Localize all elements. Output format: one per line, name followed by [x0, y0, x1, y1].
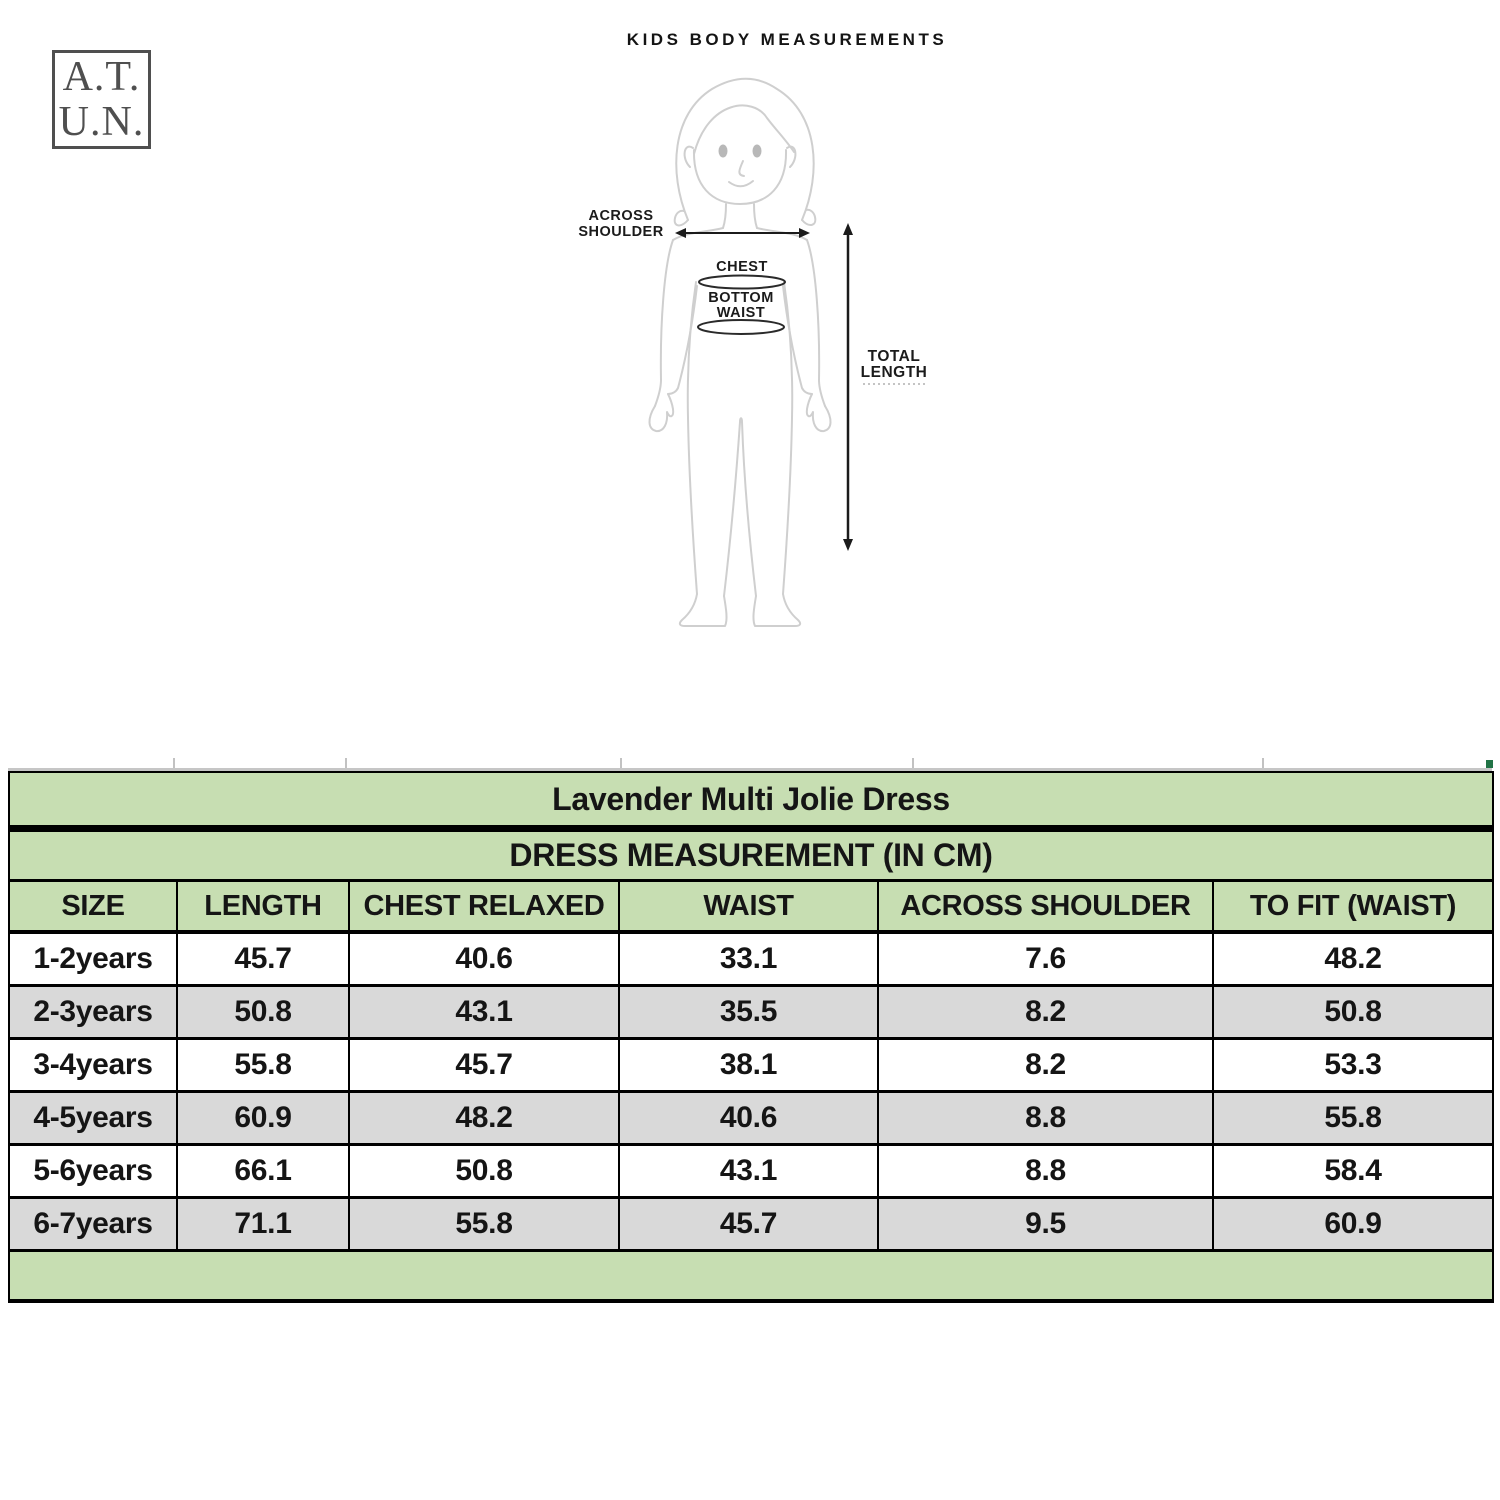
foot-left: [680, 594, 727, 626]
value-cell: 8.8: [878, 1092, 1213, 1145]
spreadsheet-edge-strip: [8, 756, 1492, 771]
value-cell: 33.1: [619, 932, 878, 986]
brand-logo: [52, 50, 151, 149]
across-shoulder-label-line1: ACROSS: [588, 208, 654, 224]
neck-left: [723, 204, 726, 228]
figure-outline: [649, 79, 830, 626]
grid-tick: [345, 758, 347, 768]
value-cell: 55.8: [1213, 1092, 1493, 1145]
total-length-label-line2: LENGTH: [860, 364, 928, 381]
value-cell: 45.7: [619, 1198, 878, 1251]
size-cell: 3-4years: [9, 1039, 177, 1092]
crotch: [740, 418, 742, 422]
eyes: [719, 145, 762, 158]
value-cell: 53.3: [1213, 1039, 1493, 1092]
nose: [739, 161, 744, 176]
bottom-waist-label-line1: BOTTOM: [708, 290, 774, 306]
value-cell: 58.4: [1213, 1145, 1493, 1198]
table-footer-row: [9, 1251, 1493, 1302]
table-subtitle-row: [9, 829, 1493, 881]
table-subtitle: DRESS MEASUREMENT (IN CM): [9, 829, 1493, 881]
value-cell: 35.5: [619, 986, 878, 1039]
value-cell: 7.6: [878, 932, 1213, 986]
value-cell: 43.1: [349, 986, 619, 1039]
face-outline: [694, 150, 786, 204]
total-length-arrow: [843, 223, 853, 551]
value-cell: 50.8: [349, 1145, 619, 1198]
across-shoulder-label-line2: SHOULDER: [578, 224, 664, 240]
size-cell: 4-5years: [9, 1092, 177, 1145]
eye-left: [719, 145, 728, 158]
mouth: [729, 181, 753, 186]
header-cell-size: SIZE: [9, 881, 177, 933]
arm-outer-right: [807, 240, 825, 406]
value-cell: 8.2: [878, 986, 1213, 1039]
arm-outer-left: [655, 240, 673, 406]
leg-inner-right: [742, 422, 756, 596]
header-cell-waist: WAIST: [619, 881, 878, 933]
across-shoulder-arrow: [675, 228, 810, 238]
table-row: [9, 986, 1493, 1039]
value-cell: 45.7: [177, 932, 349, 986]
grid-tick: [912, 758, 914, 768]
header-cell-across-shoulder: ACROSS SHOULDER: [878, 881, 1213, 933]
leg-outer-right: [783, 418, 792, 594]
value-cell: 50.8: [177, 986, 349, 1039]
size-cell: 6-7years: [9, 1198, 177, 1251]
header-cell-to-fit-waist: TO FIT (WAIST): [1213, 881, 1493, 933]
neck-right: [754, 204, 757, 228]
table-row: [9, 1198, 1493, 1251]
eye-right: [753, 145, 762, 158]
grid-tick: [1262, 758, 1264, 768]
ear-left: [685, 147, 693, 167]
value-cell: 48.2: [1213, 932, 1493, 986]
table-row: [9, 1092, 1493, 1145]
value-cell: 66.1: [177, 1145, 349, 1198]
spreadsheet-corner-mark: [1486, 760, 1493, 768]
value-cell: 50.8: [1213, 986, 1493, 1039]
table-row: [9, 1039, 1493, 1092]
value-cell: 40.6: [349, 932, 619, 986]
size-cell: 2-3years: [9, 986, 177, 1039]
waist-measure-ellipse: [698, 320, 784, 334]
leg-inner-left: [724, 422, 740, 596]
size-cell: 1-2years: [9, 932, 177, 986]
header-cell-length: LENGTH: [177, 881, 349, 933]
value-cell: 55.8: [177, 1039, 349, 1092]
grid-tick: [620, 758, 622, 768]
table-row: [9, 1145, 1493, 1198]
table-footer-spacer: [9, 1251, 1493, 1302]
measurement-annotations: [578, 208, 927, 551]
foot-right: [753, 594, 800, 626]
value-cell: 48.2: [349, 1092, 619, 1145]
header-cell-chest-relaxed: CHEST RELAXED: [349, 881, 619, 933]
table-title-row: [9, 772, 1493, 829]
value-cell: 40.6: [619, 1092, 878, 1145]
hand-left: [649, 394, 673, 431]
hair-fringe: [694, 105, 794, 154]
table-header-row: [9, 881, 1493, 933]
chest-measure-ellipse: [699, 276, 785, 289]
table-row: [9, 932, 1493, 986]
size-chart-table: [8, 771, 1494, 1303]
body-measurement-diagram: [560, 70, 1040, 670]
kid-figure-illustration: [560, 70, 1040, 670]
logo-line-1: A.T.: [62, 53, 141, 100]
page-title: KIDS BODY MEASUREMENTS: [626, 30, 948, 49]
value-cell: 55.8: [349, 1198, 619, 1251]
logo-line-2: U.N.: [58, 98, 145, 145]
bottom-waist-label-line2: WAIST: [716, 305, 766, 321]
value-cell: 45.7: [349, 1039, 619, 1092]
chest-label: CHEST: [716, 259, 768, 275]
value-cell: 71.1: [177, 1198, 349, 1251]
value-cell: 60.9: [1213, 1198, 1493, 1251]
value-cell: 60.9: [177, 1092, 349, 1145]
table-title: Lavender Multi Jolie Dress: [9, 772, 1493, 829]
hand-right: [807, 394, 831, 431]
value-cell: 9.5: [878, 1198, 1213, 1251]
leg-outer-left: [688, 418, 697, 594]
size-chart-block: [8, 756, 1492, 1303]
grid-tick: [173, 758, 175, 768]
value-cell: 43.1: [619, 1145, 878, 1198]
value-cell: 8.8: [878, 1145, 1213, 1198]
value-cell: 38.1: [619, 1039, 878, 1092]
total-length-label-line1: TOTAL: [867, 348, 921, 365]
value-cell: 8.2: [878, 1039, 1213, 1092]
size-cell: 5-6years: [9, 1145, 177, 1198]
